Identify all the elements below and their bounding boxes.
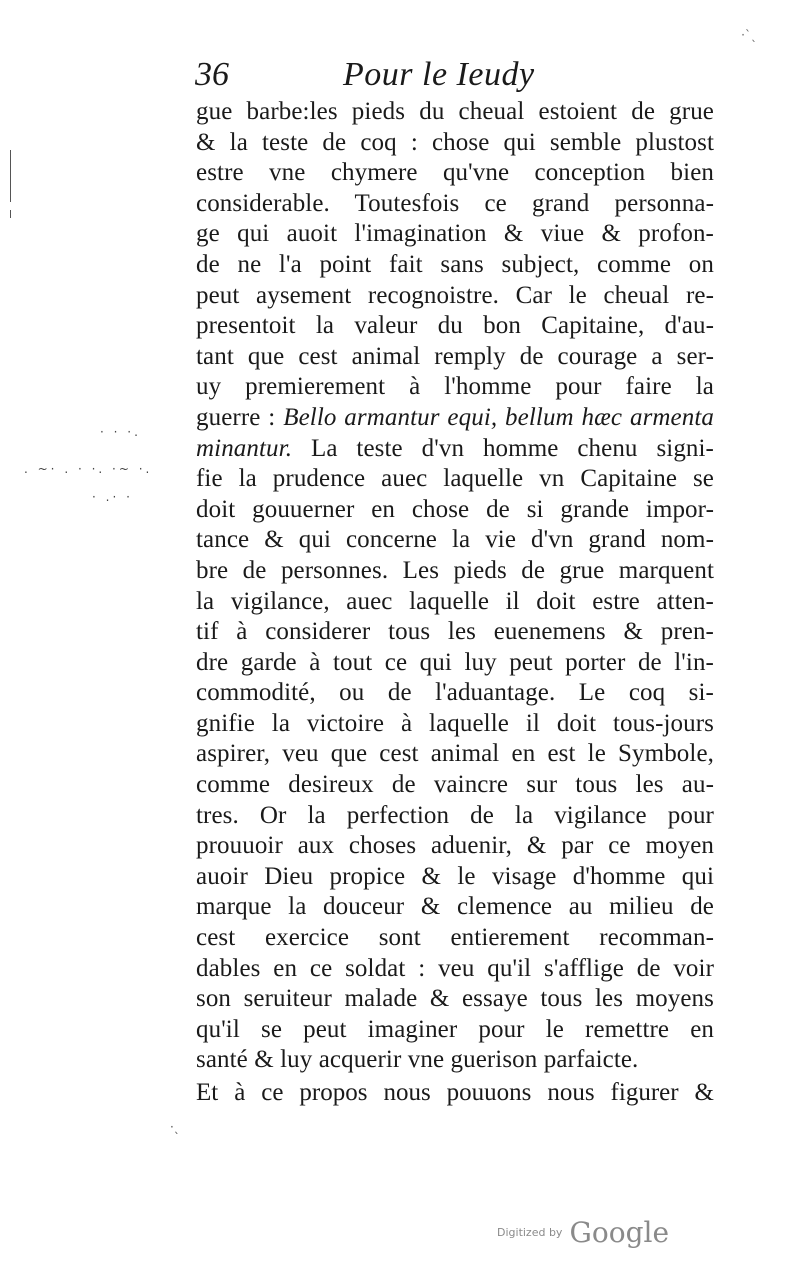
text-line: dables en ce soldat : veu qu'il s'afflige de voir [196,954,714,982]
text-line: ge qui auoit l'imagination & viue & profon- [196,220,714,248]
catchline: Et à ce propos nous pouuons nous figurer & [196,1079,714,1106]
margin-bar [10,210,11,218]
text-line: son seruiteur malade & essaye tous les moyens [196,985,714,1013]
text-line-with-quote [196,403,714,434]
text-line: commodité, ou de l'aduantage. Le coq si- [196,679,714,707]
text-line: auoir Dieu propice & le visage d'homme qui [196,862,714,890]
page-header [195,52,715,98]
digitization-watermark [497,1216,669,1256]
text-line: gue barbe:les pieds du cheual estoient de grue [196,98,714,125]
page-number: 36 [195,56,229,93]
running-head: Pour le Ieudy [343,56,535,93]
text-line: dre garde à tout ce qui luy peut porter de l'in- [196,648,714,676]
text-line: gnifie la victoire à laquelle il doit tous-jours [196,709,714,737]
text-line: tif à considerer tous les euenemens & pren- [196,618,714,646]
text-line: tant que cest animal remply de courage a ser- [196,342,714,370]
text-line: aspirer, veu que cest animal en est le Symbole, [196,740,714,768]
body-text [196,97,714,1109]
text-line: de ne l'a point fait sans subject, comme on [196,250,714,278]
margin-specks: · · ·. [100,425,141,439]
margin-specks: · .· · [92,490,133,504]
text-line: santé & luy acquerir vne guerison parfaicte. [196,1046,639,1074]
latin-quote-end: minantur. [196,434,293,462]
text-fragment: guerre : [196,403,276,431]
text-line: qu'il se peut imaginer pour le remettre en [196,1015,714,1043]
text-line: bre de personnes. Les pieds de grue marquent [196,556,714,584]
text-line: fie la prudence auec laquelle vn Capitaine se [196,465,714,493]
text-line: & la teste de coq : chose qui semble plustost [196,128,714,156]
text-line: la vigilance, auec laquelle il doit estre atten- [196,587,714,615]
text-line: estre vne chymere qu'vne conception bien [196,159,714,187]
text-line: presentoit la valeur du bon Capitaine, d'au- [196,312,714,340]
text-line-with-quote [196,434,714,465]
margin-bar [10,150,11,202]
text-line: considerable. Toutesfois ce grand personna- [196,189,714,217]
text-line: comme desireux de vaincre sur tous les au- [196,771,714,799]
text-line: cest exercice sont entierement recomman- [196,924,714,952]
text-line: prouuoir aux choses aduenir, & par ce moyen [196,832,714,860]
margin-marks [10,150,160,550]
corner-speck: ·`ˎ [741,28,757,42]
text-line: peut aysement recognoistre. Car le cheual re- [196,281,714,309]
text-line: tance & qui concerne la vie d'vn grand nom- [196,526,714,554]
text-line: tres. Or la perfection de la vigilance pour [196,801,714,829]
watermark-brand: Google [569,1216,670,1249]
text-line: marque la douceur & clemence au milieu de [196,893,714,921]
latin-quote: Bello armantur equi, bellum hæc armenta [283,403,714,431]
margin-specks: . ~· . · ·. ·~ ·. [24,462,153,476]
watermark-prefix: Digitized by [497,1226,563,1239]
text-line: uy premierement à l'homme pour faire la [196,373,714,401]
margin-speck: ·ˎ [170,1120,180,1134]
text-fragment: La teste d'vn homme chenu signi- [292,434,714,462]
text-line: doit gouuerner en chose de si grande impor- [196,495,714,523]
